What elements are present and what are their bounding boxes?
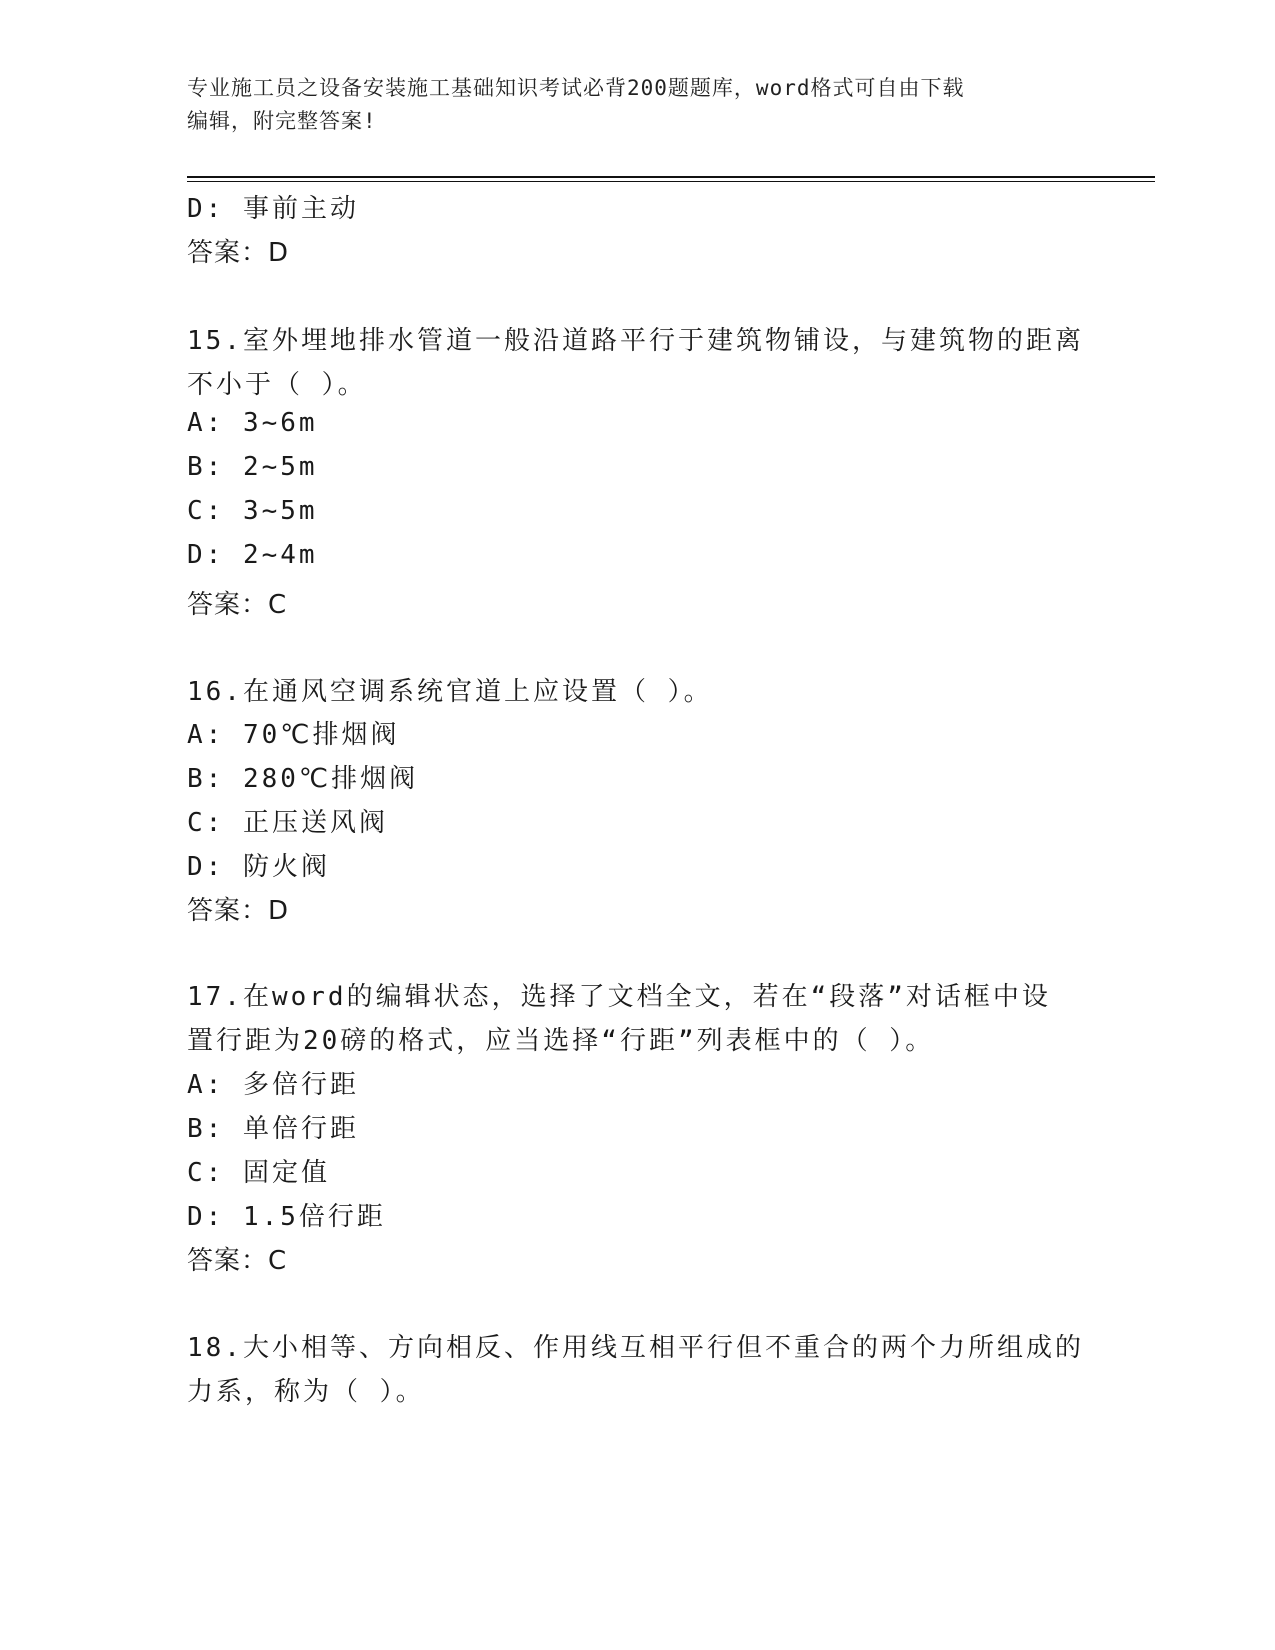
- answer-text: 答案：D: [187, 238, 290, 268]
- question-15-stem-line2: 不小于（ ）。: [187, 370, 367, 400]
- question-17-option-b: B: 单倍行距: [187, 1114, 359, 1144]
- question-16-answer: 答案：D: [187, 896, 290, 926]
- question-18-stem-line2: 力系，称为（ ）。: [187, 1377, 425, 1407]
- question-15-stem-line1: 15.室外埋地排水管道一般沿道路平行于建筑物铺设，与建筑物的距离: [187, 326, 1084, 356]
- question-15-option-c: C: 3~5m: [187, 496, 318, 526]
- question-17-option-d: D: 1.5倍行距: [187, 1202, 386, 1232]
- header-divider: [187, 176, 1155, 178]
- question-18-stem-line1: 18.大小相等、方向相反、作用线互相平行但不重合的两个力所组成的: [187, 1333, 1084, 1363]
- question-16-option-b: B: 280℃排烟阀: [187, 764, 419, 794]
- question-15-option-b: B: 2~5m: [187, 452, 318, 482]
- question-15-option-d: D: 2~4m: [187, 540, 318, 570]
- question-16-stem-line1: 16.在通风空调系统官道上应设置（ ）。: [187, 677, 713, 707]
- question-17-stem-line1: 17.在word的编辑状态，选择了文档全文，若在“段落”对话框中设: [187, 982, 1051, 1012]
- header-title-line2: 编辑，附完整答案!: [187, 109, 377, 133]
- question-15-answer: 答案：C: [187, 590, 288, 620]
- document-header: [187, 72, 1087, 138]
- question-16-option-d: D: 防火阀: [187, 852, 330, 882]
- question-16-option-a: A: 70℃排烟阀: [187, 720, 400, 750]
- question-15-option-a: A: 3~6m: [187, 408, 318, 438]
- question-17-option-a: A: 多倍行距: [187, 1070, 359, 1100]
- header-title-line1: 专业施工员之设备安装施工基础知识考试必背200题题库，word格式可自由下载: [187, 76, 965, 100]
- question-16-option-c: C: 正压送风阀: [187, 808, 388, 838]
- question-17-stem-line2: 置行距为20磅的格式，应当选择“行距”列表框中的（ ）。: [187, 1026, 935, 1056]
- option-d: D: 事前主动: [187, 194, 359, 224]
- question-17-option-c: C: 固定值: [187, 1158, 330, 1188]
- header-divider-thin: [187, 181, 1155, 182]
- question-17-answer: 答案：C: [187, 1246, 288, 1276]
